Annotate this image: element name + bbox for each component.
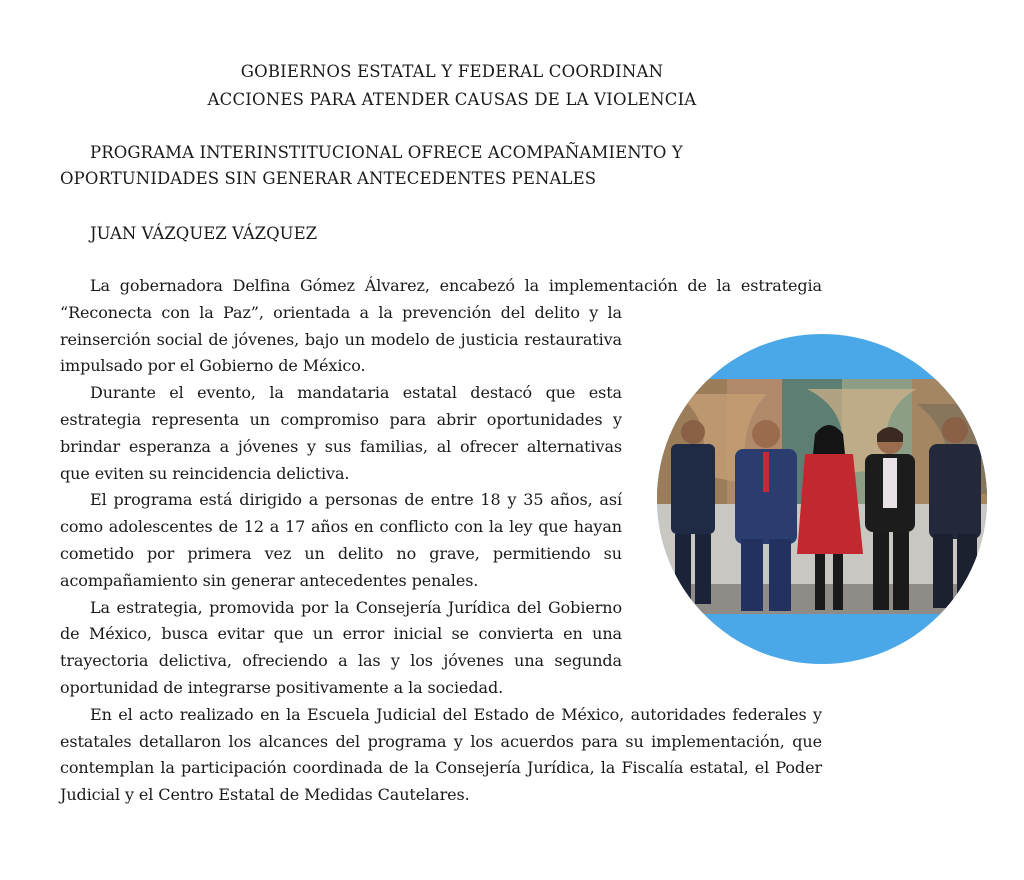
paragraph: La estrategia, promovida por la Consejería Jurídica del Gobierno de México, busca evitar que un error inicial se convierta en una trayectoria delictiva, ofreciendo a las y los jóvenes una segunda oportunidad de integrarse positivamente a la sociedad.: [60, 597, 622, 697]
paragraph: El programa está dirigido a personas de entre 18 y 35 años, así como adolescentes de 12 a 17 años en conflicto con la ley que hayan cometido por primera vez un delito no grave, permitiendo su acompañamiento sin generar antecedentes penales.: [60, 490, 622, 590]
headline-line-1: GOBIERNOS ESTATAL Y FEDERAL COORDINAN: [240, 62, 664, 81]
paragraph: En el acto realizado en la Escuela Judicial del Estado de México, autoridades federales y estatales detallaron los alcances del programa y los acuerdos para su implementación, que contemplan la participación coordinada de la Consejería Jurídica, la Fiscalía estatal, el Poder Judicial y el Centro Estatal de Medidas Cautelares.: [60, 704, 822, 805]
article-body: [60, 273, 822, 809]
headline: [60, 58, 844, 114]
photo-wrap-spacer: [622, 273, 822, 683]
paragraph: Durante el evento, la mandataria estatal destacó que esta estrategia representa un compromiso para abrir oportunidades y brindar esperanza a jóvenes y sus familias, al ofrecer alternativas que eviten su reincidencia delictiva.: [60, 383, 622, 483]
headline-line-2: ACCIONES PARA ATENDER CAUSAS DE LA VIOLENCIA: [207, 90, 697, 109]
subheadline: PROGRAMA INTERINSTITUCIONAL OFRECE ACOMPAÑAMIENTO Y OPORTUNIDADES SIN GENERAR ANTECEDENTES PENALES: [60, 143, 683, 188]
paragraph: La gobernadora Delfina Gómez Álvarez, encabezó la implementación de la estrategia “Reconecta con la Paz”, orientada a la prevención del delito y la reinserción social de jóvenes, bajo un modelo de justicia restaurativa impulsado por el Gobierno de México.: [60, 276, 822, 376]
author-byline: JUAN VÁZQUEZ VÁZQUEZ: [90, 224, 318, 243]
